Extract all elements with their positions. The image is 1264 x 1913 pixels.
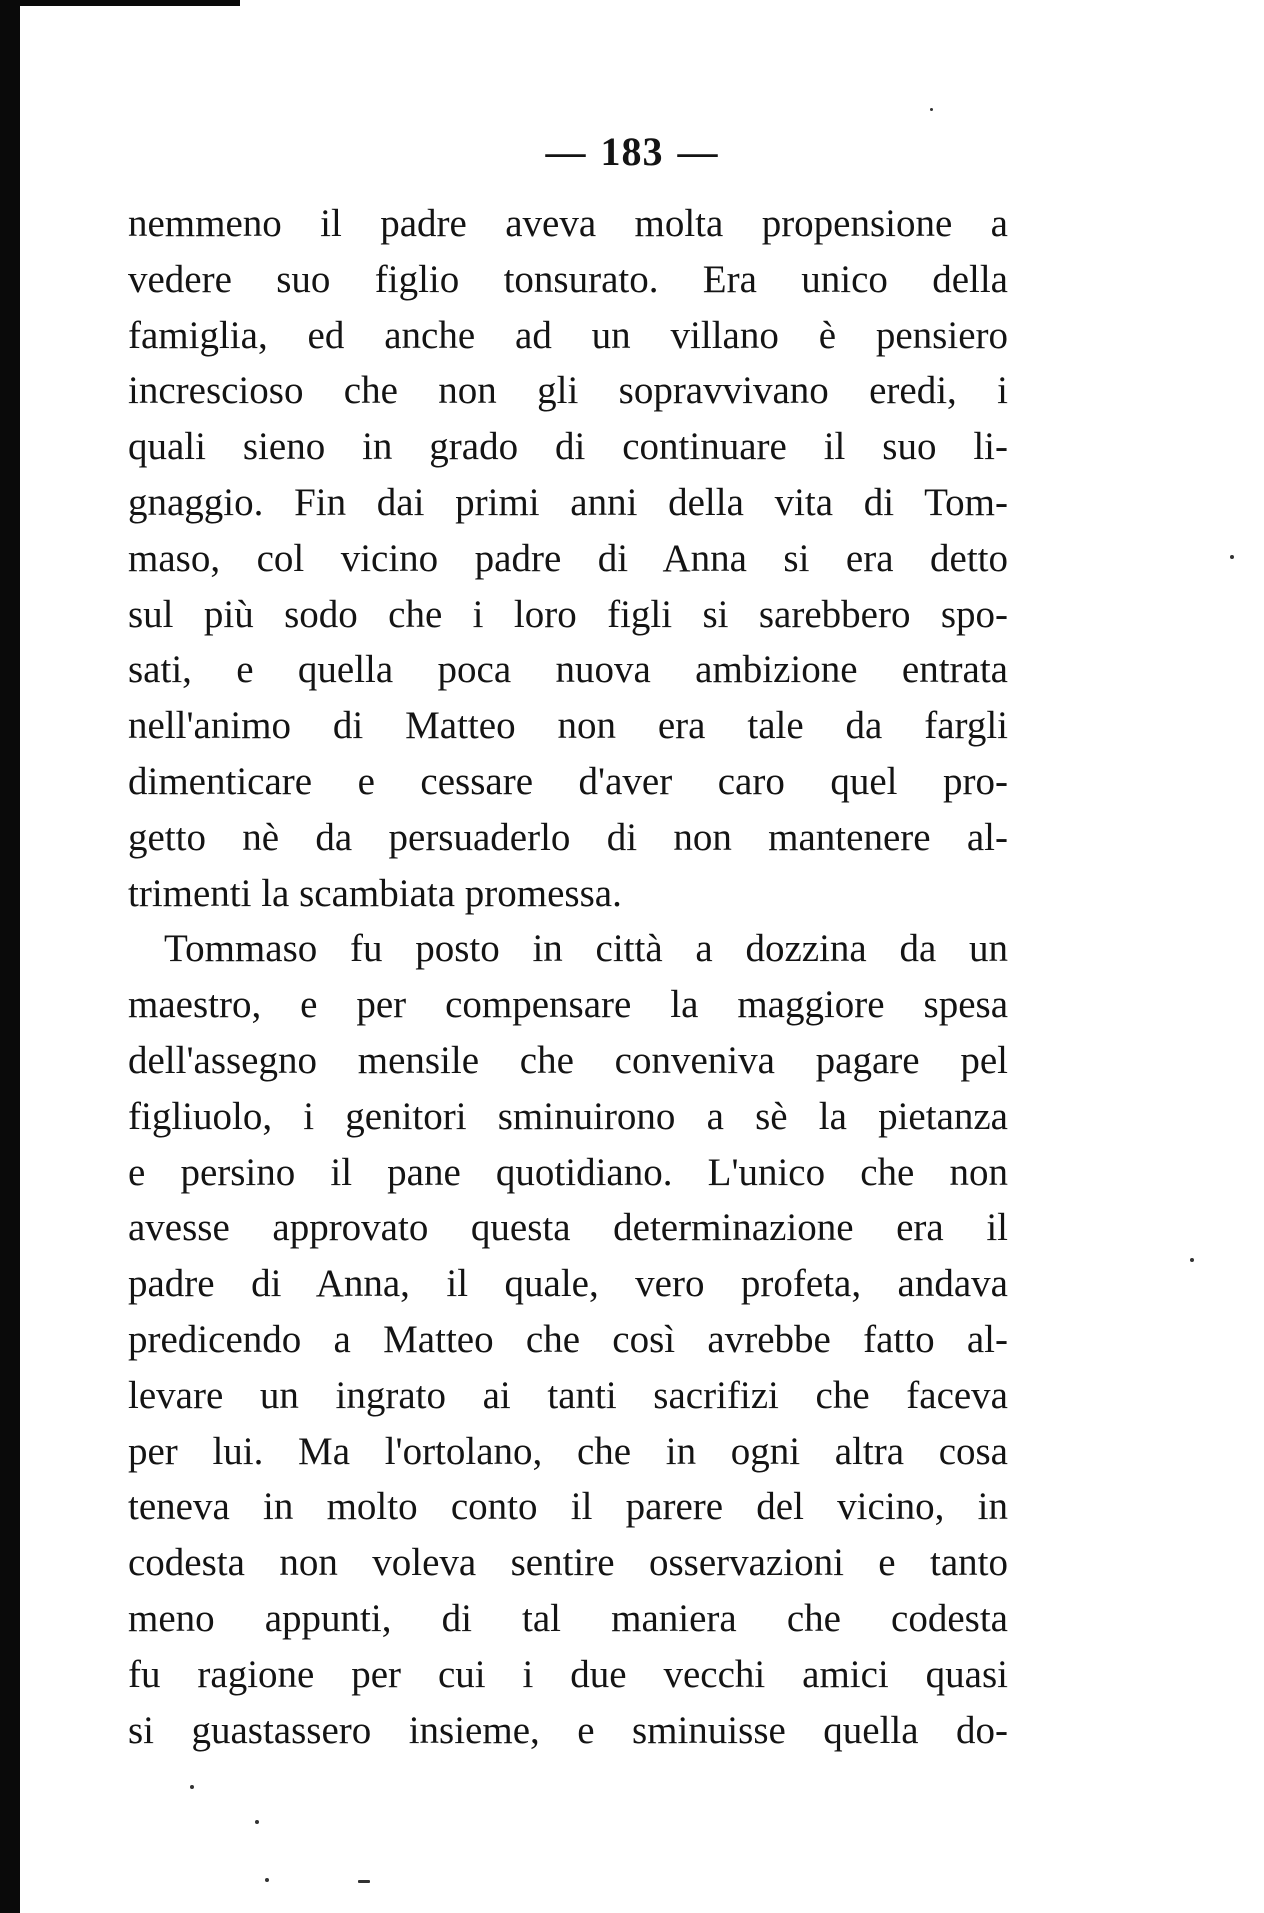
text-line: levare un ingrato ai tanti sacrifizi che faceva bbox=[128, 1373, 1008, 1417]
text-line: nemmeno il padre aveva molta propensione a bbox=[128, 202, 1008, 245]
text-line: per lui. Ma l'ortolano, che in ogni altra cosa bbox=[128, 1429, 1008, 1473]
text-line: Tommaso fu posto in città a dozzina da un bbox=[164, 927, 1008, 971]
text-line: vedere suo figlio tonsurato. Era unico della bbox=[128, 257, 1008, 301]
folio-right-dash: — bbox=[677, 129, 719, 174]
binding-edge bbox=[0, 0, 20, 1913]
text-line: sul più sodo che i loro figli si sarebbero spo- bbox=[128, 592, 1008, 636]
speck bbox=[190, 1785, 194, 1789]
body-text bbox=[128, 196, 1008, 1758]
speck bbox=[1190, 1258, 1194, 1262]
text-line: famiglia, ed anche ad un villano è pensiero bbox=[128, 313, 1008, 357]
top-rule bbox=[0, 0, 240, 6]
text-line: teneva in molto conto il parere del vicino, in bbox=[128, 1485, 1008, 1529]
text-line: dimenticare e cessare d'aver caro quel pro- bbox=[128, 759, 1008, 803]
folio-left-dash: — bbox=[545, 129, 587, 174]
text-line: codesta non voleva sentire osservazioni e tanto bbox=[128, 1541, 1008, 1585]
speck bbox=[930, 108, 933, 111]
text-line: avesse approvato questa determinazione era il bbox=[128, 1206, 1008, 1250]
text-line: maso, col vicino padre di Anna si era detto bbox=[128, 536, 1008, 580]
text-line: nell'animo di Matteo non era tale da fargli bbox=[128, 704, 1008, 748]
text-line: e persino il pane quotidiano. L'unico che non bbox=[128, 1150, 1008, 1194]
speck bbox=[255, 1820, 259, 1824]
text-line: predicendo a Matteo che così avrebbe fatto al- bbox=[128, 1317, 1008, 1361]
text-line: dell'assegno mensile che conveniva pagare pel bbox=[128, 1038, 1008, 1082]
text-line: fu ragione per cui i due vecchi amici quasi bbox=[128, 1652, 1008, 1696]
text-line: gnaggio. Fin dai primi anni della vita di Tom- bbox=[128, 480, 1008, 524]
text-line: meno appunti, di tal maniera che codesta bbox=[128, 1596, 1008, 1640]
text-line: sati, e quella poca nuova ambizione entrata bbox=[128, 648, 1008, 692]
text-line: padre di Anna, il quale, vero profeta, andava bbox=[128, 1262, 1008, 1306]
speck bbox=[1230, 555, 1234, 559]
text-line: getto nè da persuaderlo di non mantenere al- bbox=[128, 815, 1008, 859]
speck bbox=[358, 1880, 370, 1883]
text-line: si guastassero insieme, e sminuisse quella do- bbox=[128, 1708, 1008, 1752]
folio-number: 183 bbox=[600, 129, 664, 174]
text-line: quali sieno in grado di continuare il suo li- bbox=[128, 425, 1008, 469]
text-line: increscioso che non gli sopravvivano eredi, i bbox=[128, 369, 1008, 413]
speck bbox=[265, 1878, 269, 1882]
page-number bbox=[0, 128, 1264, 175]
text-line: figliuolo, i genitori sminuirono a sè la pietanza bbox=[128, 1094, 1008, 1138]
text-line: trimenti la scambiata promessa. bbox=[128, 871, 622, 915]
text-line: maestro, e per compensare la maggiore spesa bbox=[128, 983, 1008, 1027]
